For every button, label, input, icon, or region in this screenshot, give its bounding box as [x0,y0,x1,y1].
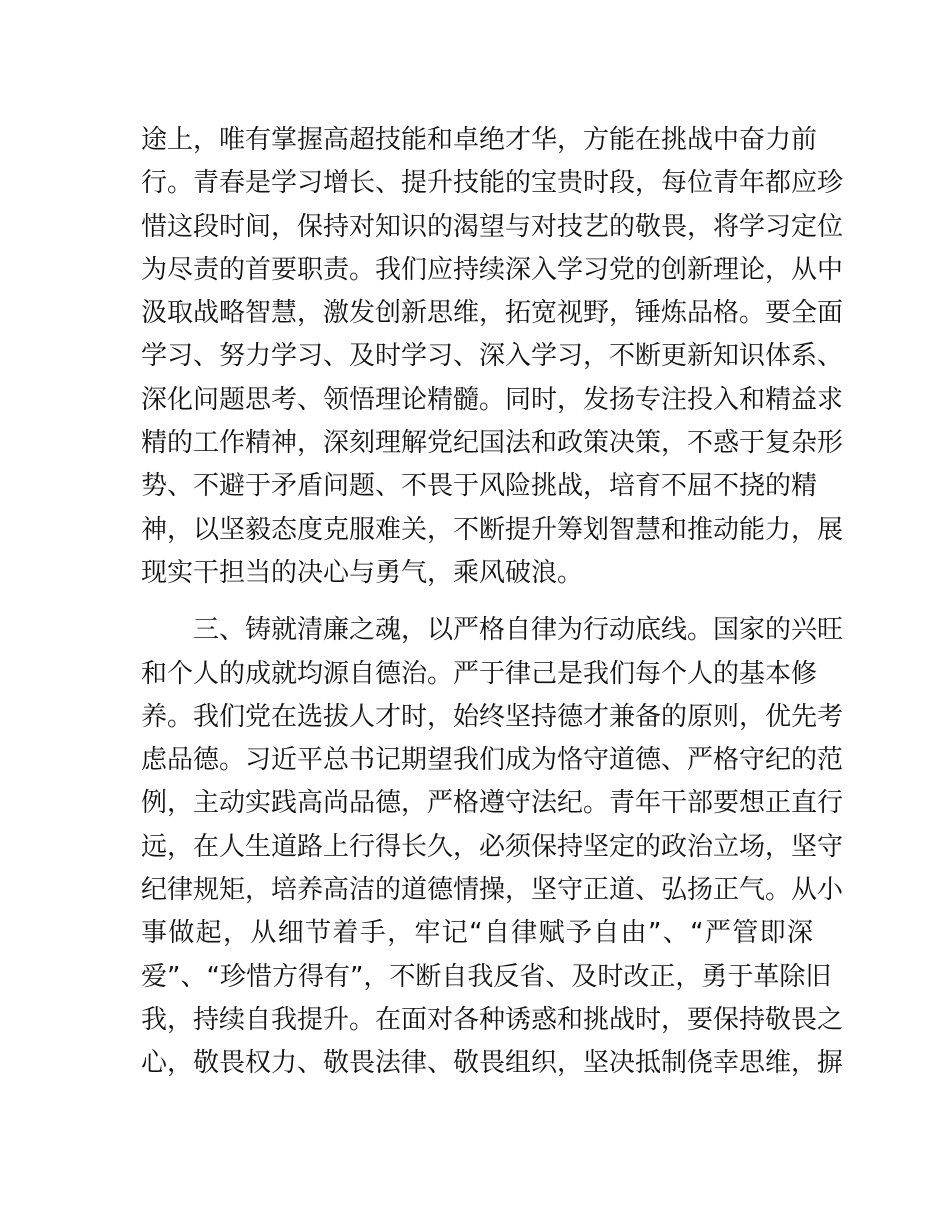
paragraph-2 [141,609,844,1085]
text-line: 深化问题思考、领悟理论精髓。同时，发扬专注投入和精益求 [141,384,844,415]
text-line: 途上，唯有掌握高超技能和卓绝才华，方能在挑战中奋力前 [141,125,818,155]
text-line: 心，敬畏权力、敬畏法律、敬畏组织，坚决抵制侥幸思维，摒 [141,1048,844,1079]
text-line: 为尽责的首要职责。我们应持续深入学习党的创新理论，从中 [141,254,844,285]
text-line: 学习、努力学习、及时学习、深入学习，不断更新知识体系、 [141,341,844,372]
body-text [141,119,844,1086]
text-line: 例，主动实践高尚品德，严格遵守法纪。青年干部要想正直行 [141,788,844,819]
text-line: 汲取战略智慧，激发创新思维，拓宽视野，锤炼品格。要全面 [141,298,844,329]
text-line: 现实干担当的决心与勇气，乘风破浪。 [141,557,584,588]
text-line: 爱”、“珍惜方得有”，不断自我反省、及时改正，勇于革除旧 [141,961,832,992]
text-line: 势、不避于矛盾问题、不畏于风险挑战，培育不屈不挠的精 [141,471,818,502]
text-line: 纪律规矩，培养高洁的道德情操，坚守正道、弘扬正气。从小 [141,875,844,906]
text-line: 行。青春是学习增长、提升技能的宝贵时段，每位青年都应珍 [141,168,844,199]
text-line: 远，在人生道路上行得长久，必须保持坚定的政治立场，坚守 [141,831,844,862]
text-line: 神，以坚毅态度克服难关，不断提升筹划智慧和推动能力，展 [141,514,844,545]
text-line: 我，持续自我提升。在面对各种诱惑和挑战时，要保持敬畏之 [141,1004,844,1035]
text-line: 和个人的成就均源自德治。严于律己是我们每个人的基本修 [141,658,818,689]
text-line: 精的工作精神，深刻理解党纪国法和政策决策，不惑于复杂形 [141,428,844,459]
paragraph-gap [141,595,813,609]
text-line: 事做起，从细节着手，牢记“自律赋予自由”、“严管即深 [141,918,813,949]
section-heading-line: 三、铸就清廉之魂，以严格自律为行动底线。国家的兴旺 [193,615,844,646]
text-line: 养。我们党在选拔人才时，始终坚持德才兼备的原则，优先考 [141,701,844,732]
paragraph-1 [141,119,844,595]
text-line: 惜这段时间，保持对知识的渴望与对技艺的敬畏，将学习定位 [141,211,844,242]
text-line: 虑品德。习近平总书记期望我们成为恪守道德、严格守纪的范 [141,745,844,776]
